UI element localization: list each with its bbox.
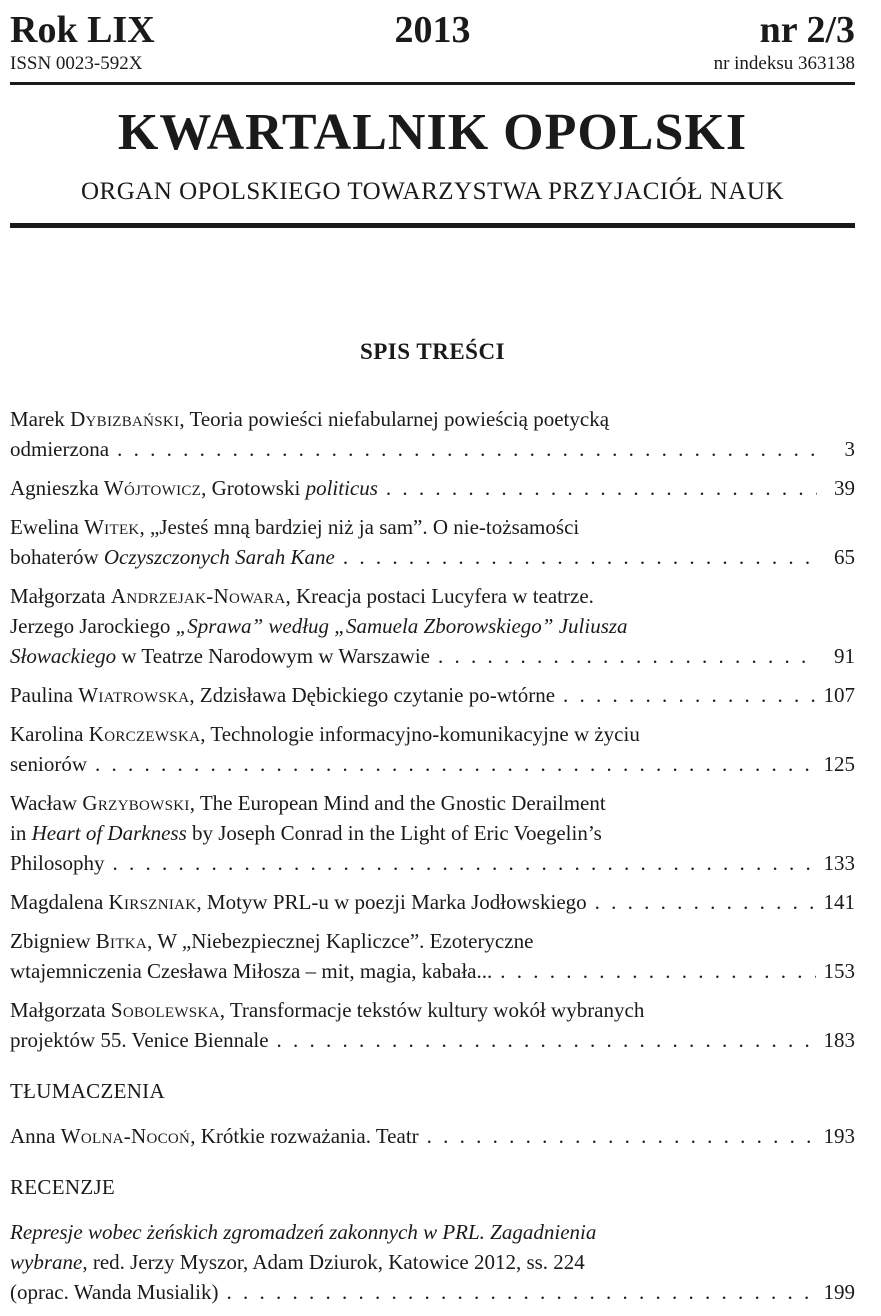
leader-dots <box>343 542 817 572</box>
entry-title: , Teoria powieści niefabularnej powieścią poetycką <box>179 407 610 431</box>
author-name: Agnieszka Wójtowicz <box>10 476 202 500</box>
author-name: Paulina Wiatrowska <box>10 683 190 707</box>
toc-entry[interactable]: Zbigniew Bitka, W „Niebezpiecznej Kapliczce”. Ezoteryczne wtajemniczenia Czesława Miłosza – mit, magia, kabała... . . . 153 <box>10 926 855 986</box>
leader-dots <box>226 1277 815 1307</box>
entry-title-italic: „Sprawa” według „Samuela Zborowskiego” Juliusza <box>175 614 628 638</box>
author-name: Magdalena Kirszniak <box>10 890 197 914</box>
title-rule <box>10 223 855 228</box>
issue-label: nr 2/3 <box>759 9 855 51</box>
page-number: 199 <box>823 1280 855 1304</box>
leader-dots <box>277 1025 816 1055</box>
page-number: 107 <box>823 683 855 707</box>
entry-title: , „Jesteś mną bardziej niż ja sam”. O nie-tożsamości <box>139 515 580 539</box>
index-label: nr indeksu 363138 <box>713 53 855 74</box>
toc-entry[interactable]: Małgorzata Andrzejak-Nowara, Kreacja postaci Lucyfera w teatrze. Jerzego Jarockiego „Sprawa” według „Samuela Zborowskiego” Juliusza Słowackiego w Teatrze Narodowym w Warszawie . . . 91 <box>10 581 855 671</box>
author-name: Wacław Grzybowski <box>10 791 190 815</box>
toc-entry[interactable] <box>10 1121 855 1151</box>
leader-dots <box>427 1121 816 1151</box>
leader-dots <box>563 680 815 710</box>
entry-title: , Transformacje tekstów kultury wokół wybranych <box>219 998 645 1022</box>
leader-dots <box>95 749 816 779</box>
leader-dots <box>438 641 817 671</box>
document-page <box>10 0 855 1316</box>
leader-dots <box>386 473 817 503</box>
page-number: 125 <box>823 752 855 776</box>
toc-entry[interactable]: Wacław Grzybowski, The European Mind and the Gnostic Derailment in Heart of Darkness by Joseph Conrad in the Light of Eric Voegelin’s Philosophy . . . 133 <box>10 788 855 878</box>
journal-subtitle: ORGAN OPOLSKIEGO TOWARZYSTWA PRZYJACIÓŁ NAUK <box>80 178 785 205</box>
author-name: Zbigniew Bitka <box>10 929 148 953</box>
page-number: 193 <box>823 1124 855 1148</box>
author-name: Ewelina Witek <box>10 515 140 539</box>
masthead <box>10 0 855 56</box>
entry-title-italic: Represje wobec żeńskich zgromadzeń zakonnych w PRL. Zagadnienia <box>10 1220 597 1244</box>
author-name: Karolina Korczewska <box>10 722 201 746</box>
entry-title: , Kreacja postaci Lucyfera w teatrze. <box>285 584 594 608</box>
author-name: Małgorzata Andrzejak-Nowara <box>10 584 286 608</box>
toc-entry[interactable]: Małgorzata Sobolewska, Transformacje tekstów kultury wokół wybranych projektów 55. Venice Biennale . . . 183 <box>10 995 855 1055</box>
journal-title: KWARTALNIK OPOLSKI <box>117 104 748 161</box>
entry-title: , Motyw PRL-u w poezji Marka Jodłowskiego <box>196 890 587 914</box>
entry-title: , The European Mind and the Gnostic Derailment <box>189 791 606 815</box>
page-number: 153 <box>823 959 855 983</box>
page-number: 133 <box>823 851 855 875</box>
entry-title-italic: Oczyszczonych Sarah Kane <box>103 545 335 569</box>
leader-dots <box>595 887 816 917</box>
page-number: 39 <box>834 476 855 500</box>
entry-title-italic: politicus <box>305 476 378 500</box>
leader-dots <box>500 956 815 986</box>
author-name: Musialik <box>136 1280 212 1304</box>
section-heading-translations: TŁUMACZENIA <box>10 1079 165 1103</box>
entry-title-italic: Heart of Darkness <box>31 821 187 845</box>
entry-title: , Grotowski <box>201 476 306 500</box>
entry-title: , Technologie informacyjno-komunikacyjne w życiu <box>200 722 640 746</box>
entry-title: , Krótkie rozważania. Teatr <box>190 1124 419 1148</box>
page-number: 91 <box>834 644 855 668</box>
author-name: Marek Dybizbański <box>10 407 180 431</box>
toc-entry[interactable] <box>10 680 855 710</box>
header-rule <box>10 82 855 85</box>
toc-entry[interactable]: Karolina Korczewska, Technologie informacyjno-komunikacyjne w życiu seniorów . . . 125 <box>10 719 855 779</box>
entry-title: , Zdzisława Dębickiego czytanie po-wtórne <box>189 683 556 707</box>
page-number: 141 <box>823 890 855 914</box>
leader-dots <box>117 434 817 464</box>
author-name: Małgorzata Sobolewska <box>10 998 220 1022</box>
toc-entry[interactable] <box>10 473 855 503</box>
toc-entry[interactable]: Represje wobec żeńskich zgromadzeń zakonnych w PRL. Zagadnienia wybrane, red. Jerzy Myszor, Adam Dziurok, Katowice 2012, ss. 224 (oprac. Wanda Musialik) . . . 199 <box>10 1217 855 1307</box>
page-number: 183 <box>823 1028 855 1052</box>
author-name: Anna Wolna-Nocoń <box>10 1124 191 1148</box>
toc-heading: SPIS TREŚCI <box>359 339 506 364</box>
year-label: 2013 <box>394 9 471 51</box>
issn-label: ISSN 0023-592X <box>10 53 143 74</box>
entry-title-cont: odmierzona <box>10 437 110 461</box>
toc-entry[interactable]: Ewelina Witek, „Jesteś mną bardziej niż ja sam”. O nie-tożsamości bohaterów Oczyszczonych Sarah Kane . . . 65 <box>10 512 855 572</box>
volume-label: Rok LIX <box>10 9 155 51</box>
page-number: 3 <box>844 437 855 461</box>
masthead-sub <box>10 52 855 80</box>
toc-entry[interactable] <box>10 404 855 464</box>
table-of-contents <box>10 404 855 1307</box>
entry-title: , W „Niebezpiecznej Kapliczce”. Ezoteryczne <box>147 929 534 953</box>
toc-entry[interactable] <box>10 887 855 917</box>
section-heading-reviews: RECENZJE <box>10 1175 116 1199</box>
page-number: 65 <box>834 545 855 569</box>
leader-dots <box>113 848 816 878</box>
